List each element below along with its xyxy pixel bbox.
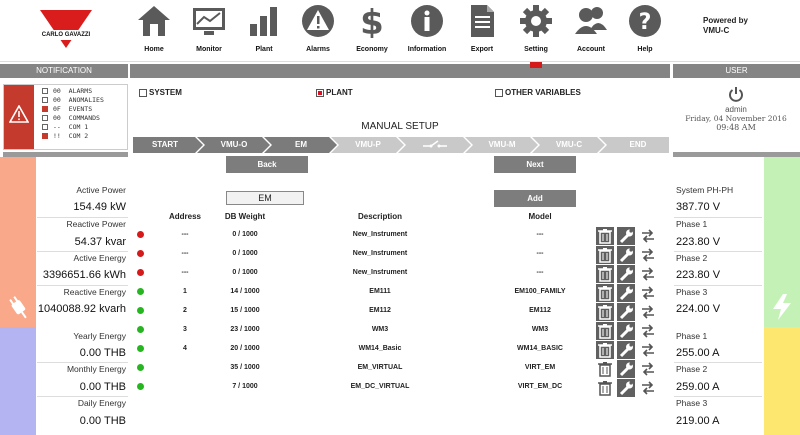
step-end[interactable]: END [629,140,647,149]
trash-icon[interactable] [596,265,614,283]
nav-information[interactable] [401,4,453,60]
wrench-icon[interactable] [617,341,635,359]
trash-icon[interactable] [596,322,614,340]
warning-icon [9,105,29,123]
wizard-steps [133,137,669,153]
nav-label: Plant [255,46,273,53]
add-button[interactable]: Add [494,190,576,207]
next-button[interactable]: Next [494,156,576,173]
back-button[interactable]: Back [226,156,308,173]
user-time: 09:48 AM [716,123,756,132]
notif-com2[interactable]: !! COM 2 [42,132,88,141]
metric-divider [674,362,762,363]
swap-arrows-icon[interactable] [639,246,657,264]
status-dot [137,383,144,390]
nav-label: Export [470,46,494,53]
switch-icon [423,140,447,150]
metric-divider [674,251,762,252]
cell-weight: 14 / 1000 [230,288,260,295]
notification-bar: NOTIFICATION [0,64,128,78]
user-name: admin [725,105,747,114]
current-strip [764,327,800,435]
nav-label: Home [144,46,164,53]
nav-label: Account [577,46,605,53]
table-row[interactable] [130,359,670,378]
notif-events[interactable]: 0F EVENTS [42,105,92,114]
status-dot [137,269,144,276]
checkbox[interactable] [139,89,147,97]
metric-value: 223.80 V [676,236,721,248]
cell-address: 3 [183,326,187,333]
center-bar [130,64,670,78]
metric-divider [37,251,128,252]
notif-box [42,88,48,94]
powered-by [703,16,748,36]
notif-box [42,115,48,121]
step-vmu-c[interactable]: VMU-C [555,140,583,149]
table-row[interactable] [130,226,670,245]
metric-divider [37,217,128,218]
metric-value: 154.49 kW [73,201,126,213]
cell-weight: 20 / 1000 [230,345,260,352]
svg-text:$: $ [360,4,384,38]
col-db-weight: DB Weight [224,212,266,221]
metric-divider [37,362,128,363]
cell-model: WM3 [531,326,549,333]
nav-monitor[interactable] [183,4,235,60]
cell-description: EM_DC_VIRTUAL [350,383,410,390]
notif-commands[interactable]: 00 COMMANDS [42,114,100,123]
metric-label: Phase 1 [676,219,708,229]
warning-block [4,85,34,149]
wrench-icon[interactable] [617,303,635,321]
wrench-icon[interactable] [617,246,635,264]
wrench-icon[interactable] [617,379,635,397]
top-bar [0,0,800,62]
table-row[interactable] [130,283,670,302]
voltage-strip [764,157,800,327]
user-bar: USER [673,64,800,78]
trash-icon[interactable] [596,284,614,302]
swap-arrows-icon[interactable] [639,303,657,321]
trash-icon[interactable] [596,360,614,378]
nav-label: Help [637,46,653,53]
help-icon [628,4,662,38]
table-row[interactable] [130,302,670,321]
step-vmu-o[interactable]: VMU-O [220,140,248,149]
cell-model: --- [536,231,544,238]
svg-text:?: ? [638,10,652,35]
economy-icon [355,4,389,38]
user-panel [675,80,797,150]
cell-description: EM_VIRTUAL [357,364,403,371]
cell-address: 1 [183,288,187,295]
metric-value: 0.00 THB [79,381,126,393]
notif-box [42,133,48,139]
swap-arrows-icon[interactable] [639,265,657,283]
nav-alarms[interactable] [292,4,344,60]
metric-label: Daily Energy [77,398,126,408]
table-row[interactable] [130,378,670,397]
cell-model: --- [536,250,544,257]
metric-value: 223.80 V [676,269,721,281]
nav-label: Information [407,46,447,53]
cell-model: VIRT_EM_DC [517,383,563,390]
checkbox[interactable] [495,89,503,97]
cell-address: --- [181,250,189,257]
col-address: Address [168,212,201,221]
notif-box [42,106,48,112]
plug-icon [6,295,32,321]
nav-label: Alarms [306,46,330,53]
logo-text: CARLO GAVAZZI [41,32,91,38]
cell-model: EM100_FAMILY [514,288,566,295]
metric-label: Phase 3 [676,398,708,408]
export-icon [465,4,499,38]
swap-arrows-icon[interactable] [639,227,657,245]
cell-description: WM14_Basic [358,345,402,352]
em-field[interactable]: EM [226,191,304,205]
metric-value: 219.00 A [676,415,720,427]
metric-value: 0.00 THB [79,415,126,427]
power-icon[interactable] [728,86,744,102]
status-dot [137,345,144,352]
metric-value: 3396651.66 kWh [42,269,126,281]
alarms-icon [301,4,335,38]
col-model: Model [528,212,552,221]
cell-model: EM112 [529,307,551,314]
metric-value: 255.00 A [676,347,720,359]
metric-value: 0.00 THB [79,347,126,359]
energy-strip [0,327,36,435]
cell-address: --- [181,269,189,276]
step-vmu-m[interactable]: VMU-M [488,140,516,149]
metric-divider [674,217,762,218]
trash-icon[interactable] [596,227,614,245]
wrench-icon[interactable] [617,284,635,302]
setting-icon [519,4,553,38]
notif-alarms[interactable]: 00 ALARMS [42,87,92,96]
powered-label: Powered by [703,16,748,25]
information-icon [410,4,444,38]
cell-model: WM14_BASIC [517,345,563,352]
step-start[interactable]: START [151,140,179,149]
metric-value: 387.70 V [676,201,721,213]
step-vmu-p[interactable]: VMU-P [355,140,381,149]
filter-plant[interactable]: PLANT [316,88,353,97]
swap-arrows-icon[interactable] [639,341,657,359]
cell-description: WM3 [371,326,389,333]
cell-description: EM111 [369,288,391,295]
notif-box [42,97,48,103]
table-row[interactable] [130,245,670,264]
monitor-icon [192,4,226,38]
notif-anomalies[interactable]: 00 ANOMALIES [42,96,104,105]
step-em[interactable]: EM [295,140,307,149]
cell-model: --- [536,269,544,276]
bolt-icon [770,293,794,321]
table-row[interactable] [130,264,670,283]
col-description: Description [357,212,402,221]
trash-icon[interactable] [596,246,614,264]
nav-economy[interactable] [346,4,398,60]
wrench-icon[interactable] [617,360,635,378]
swap-arrows-icon[interactable] [639,284,657,302]
metric-label: Monthly Energy [66,364,126,374]
notif-com1[interactable]: -- COM 1 [42,123,88,132]
metric-divider [37,285,128,286]
filter-system[interactable]: SYSTEM [139,88,182,97]
metric-divider [37,396,128,397]
notif-box [42,124,48,130]
powered-name: VMU-C [703,26,730,35]
plant-icon [247,4,281,38]
power-strip [0,157,36,327]
status-dot [137,288,144,295]
nav-label: Setting [524,46,548,53]
cell-address: 2 [183,307,187,314]
status-dot [137,364,144,371]
nav-account[interactable] [565,4,617,60]
wrench-icon[interactable] [617,227,635,245]
filter-other-variables[interactable]: OTHER VARIABLES [495,88,581,97]
metric-label: Phase 2 [676,253,708,263]
cell-weight: 35 / 1000 [230,364,260,371]
metric-label: Phase 2 [676,364,708,374]
cell-description: New_Instrument [352,269,408,276]
metric-value: 54.37 kvar [74,236,126,248]
metric-label: Reactive Power [66,219,126,229]
nav-label: Monitor [196,46,222,53]
swap-arrows-icon[interactable] [639,322,657,340]
swap-arrows-icon[interactable] [639,360,657,378]
metric-label: Phase 3 [676,287,708,297]
table-row[interactable] [130,321,670,340]
nav-home[interactable] [128,4,180,60]
checkbox[interactable] [316,89,324,97]
metric-label: Yearly Energy [73,331,126,341]
status-dot [137,307,144,314]
account-icon [574,4,608,38]
cell-description: EM112 [369,307,391,314]
trash-icon[interactable] [596,303,614,321]
cell-model: VIRT_EM [524,364,556,371]
cell-weight: 15 / 1000 [230,307,260,314]
metric-label: System PH-PH [676,185,734,195]
cell-weight: 0 / 1000 [232,269,258,276]
metric-label: Active Power [76,185,126,195]
status-dot [137,326,144,333]
user-date: Friday, 04 November 2016 [685,114,787,123]
cell-address: 4 [183,345,187,352]
nav-setting[interactable] [510,4,562,60]
metric-label: Phase 1 [676,331,708,341]
table-row[interactable] [130,340,670,359]
cell-weight: 7 / 1000 [232,383,258,390]
nav-export[interactable] [456,4,508,60]
metric-divider [674,285,762,286]
metric-label: Reactive Energy [63,287,126,297]
metric-value: 1040088.92 kvarh [37,303,126,315]
cell-weight: 0 / 1000 [232,231,258,238]
cell-description: New_Instrument [352,231,408,238]
notification-panel [3,84,128,150]
metric-value: 224.00 V [676,303,721,315]
metric-divider [674,396,762,397]
status-dot [137,250,144,257]
cell-description: New_Instrument [352,250,408,257]
cell-weight: 0 / 1000 [232,250,258,257]
status-dot [137,231,144,238]
cell-weight: 23 / 1000 [230,326,260,333]
step-switch[interactable] [402,137,468,153]
wrench-icon[interactable] [617,322,635,340]
nav-plant[interactable] [238,4,290,60]
trash-icon[interactable] [596,341,614,359]
carlo-gavazzi-logo[interactable] [30,8,102,54]
trash-icon[interactable] [596,379,614,397]
bar-indicator [530,62,542,68]
metric-label: Active Energy [73,253,126,263]
swap-arrows-icon[interactable] [639,379,657,397]
home-icon [137,4,171,38]
nav-label: Economy [356,46,388,53]
page-title: MANUAL SETUP [361,121,439,132]
metric-value: 259.00 A [676,381,720,393]
nav-help[interactable] [619,4,671,60]
cell-address: --- [181,231,189,238]
wrench-icon[interactable] [617,265,635,283]
